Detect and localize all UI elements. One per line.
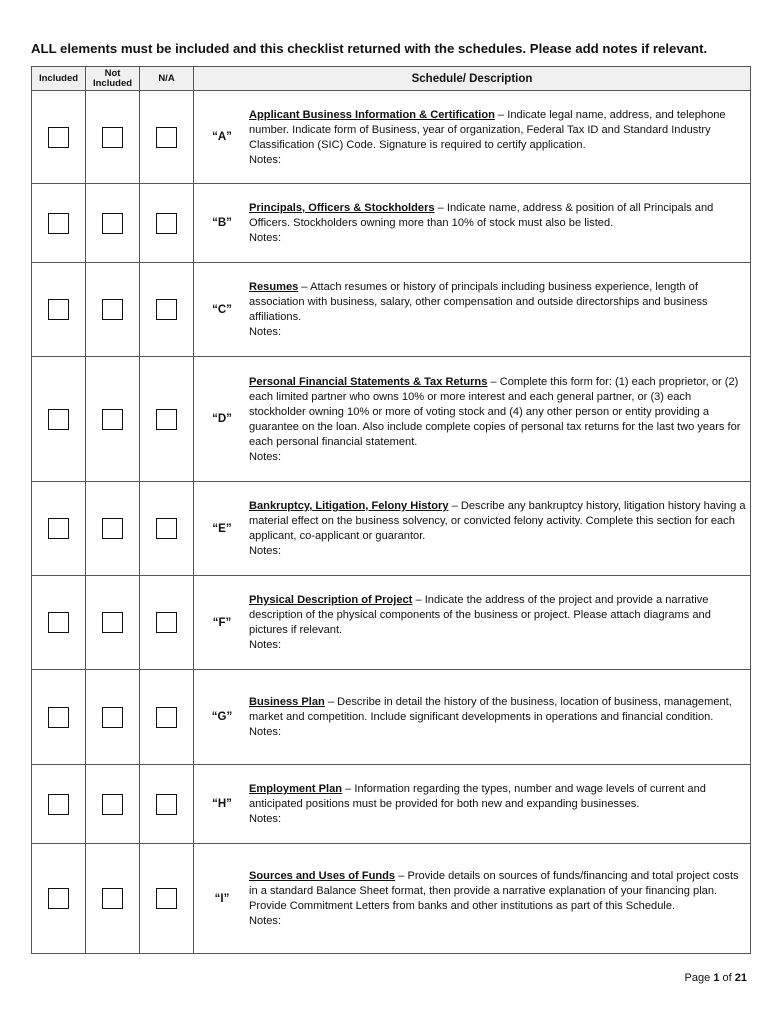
schedule-row [32, 357, 751, 482]
na-checkbox[interactable] [156, 518, 177, 539]
not-included-checkbox[interactable] [102, 127, 123, 148]
schedule-text [249, 368, 750, 471]
not-included-cell [86, 91, 140, 184]
included-checkbox[interactable] [48, 707, 69, 728]
current-page: 1 [713, 972, 720, 984]
notes-label: Notes: [249, 915, 282, 927]
schedule-text [249, 775, 750, 833]
na-cell [140, 482, 194, 576]
page-title: ALL elements must be included and this checklist returned with the schedules. Please add notes if relevant. [31, 41, 708, 56]
included-cell [32, 263, 86, 357]
column-header-not-included: Not Included [86, 67, 140, 91]
schedule-description-cell [194, 263, 751, 357]
na-checkbox[interactable] [156, 612, 177, 633]
not-included-checkbox[interactable] [102, 518, 123, 539]
schedule-name: Sources and Uses of Funds [249, 870, 396, 882]
schedule-checklist-table [31, 66, 751, 954]
page-number [685, 972, 747, 984]
not-included-cell [86, 844, 140, 954]
schedule-description: – Provide details on sources of funds/financing and total project costs in a standard Balance Sheet format, then provide a narrative explanation of your financing plan. Provide Commitment Letters from banks and other institutions as part of this Schedule. [249, 870, 739, 912]
schedule-text [249, 101, 750, 174]
na-cell [140, 184, 194, 263]
included-cell [32, 765, 86, 844]
schedule-letter: “D” [212, 413, 232, 425]
schedule-description: – Describe in detail the history of the business, location of business, management, market and competition. Include significant developments in operations and financial condition. [249, 696, 732, 723]
not-included-checkbox[interactable] [102, 707, 123, 728]
na-cell [140, 765, 194, 844]
notes-label: Notes: [249, 153, 282, 166]
schedule-letter: “A” [212, 131, 232, 143]
schedule-row [32, 576, 751, 670]
schedule-description-cell [194, 844, 751, 954]
schedule-name: Resumes [249, 281, 299, 293]
schedule-text [249, 586, 750, 659]
schedule-description: – Describe any bankruptcy history, litigation history having a material effect on the business solvency, or convicted felony activity. Complete this section for each applicant, co-applicant or guarantor. [249, 500, 746, 542]
schedule-description-cell [194, 765, 751, 844]
column-header-schedule-description: Schedule/ Description [194, 67, 751, 91]
schedule-description-cell [194, 357, 751, 482]
schedule-name: Business Plan [249, 696, 325, 708]
schedule-row [32, 844, 751, 954]
schedule-description: – Indicate legal name, address, and telephone number. Indicate form of Business, year of organization, Federal Tax ID and Standard Industry Classification (SIC) Code. Signature is required to certify application. [249, 108, 726, 151]
schedule-letter: “H” [212, 798, 232, 810]
na-cell [140, 576, 194, 670]
schedule-description-cell [194, 91, 751, 184]
checklist-body [32, 91, 751, 954]
schedule-text [249, 688, 750, 746]
not-included-checkbox[interactable] [102, 299, 123, 320]
not-included-cell [86, 765, 140, 844]
na-checkbox[interactable] [156, 299, 177, 320]
included-checkbox[interactable] [48, 518, 69, 539]
notes-label: Notes: [249, 545, 282, 557]
schedule-text [249, 862, 750, 935]
schedule-description-cell [194, 184, 751, 263]
schedule-description: – Indicate name, address & position of all Principals and Officers. Stockholders owning more than 10% of stock must also be listed. [249, 202, 714, 229]
included-checkbox[interactable] [48, 127, 69, 148]
not-included-cell [86, 576, 140, 670]
included-cell [32, 184, 86, 263]
column-header-included: Included [32, 67, 86, 91]
page-label: Page [684, 972, 711, 984]
not-included-cell [86, 263, 140, 357]
not-included-checkbox[interactable] [102, 794, 123, 815]
schedule-row [32, 263, 751, 357]
notes-label: Notes: [249, 813, 282, 825]
schedule-description: – Indicate the address of the project and provide a narrative description of the physical components of the business or project. Please attach diagrams and pictures if relevant. [249, 594, 711, 636]
na-checkbox[interactable] [156, 888, 177, 909]
notes-label: Notes: [249, 639, 282, 651]
schedule-name: Employment Plan [249, 783, 343, 795]
column-header-na: N/A [140, 67, 194, 91]
not-included-checkbox[interactable] [102, 213, 123, 234]
na-checkbox[interactable] [156, 213, 177, 234]
schedule-letter: “B” [212, 217, 232, 229]
schedule-row [32, 670, 751, 765]
notes-label: Notes: [249, 726, 282, 738]
schedule-text [249, 492, 750, 565]
included-checkbox[interactable] [48, 612, 69, 633]
na-checkbox[interactable] [156, 707, 177, 728]
not-included-checkbox[interactable] [102, 409, 123, 430]
schedule-letter: “F” [212, 616, 232, 629]
included-cell [32, 670, 86, 765]
included-checkbox[interactable] [48, 794, 69, 815]
not-included-cell [86, 357, 140, 482]
included-cell [32, 482, 86, 576]
schedule-letter: “C” [212, 303, 232, 316]
schedule-description: – Attach resumes or history of principals including business experience, length of association with business, salary, other compensation and outside directorships and business affiliations. [249, 281, 708, 323]
schedule-text [249, 194, 750, 252]
of-label: of [722, 972, 732, 984]
schedule-description-cell [194, 670, 751, 765]
included-cell [32, 844, 86, 954]
schedule-row [32, 91, 751, 184]
included-checkbox[interactable] [48, 299, 69, 320]
not-included-checkbox[interactable] [102, 888, 123, 909]
schedule-description-cell [194, 576, 751, 670]
not-included-cell [86, 482, 140, 576]
included-cell [32, 357, 86, 482]
na-checkbox[interactable] [156, 127, 177, 148]
schedule-name: Principals, Officers & Stockholders [249, 202, 435, 214]
schedule-name: Bankruptcy, Litigation, Felony History [249, 500, 449, 512]
included-checkbox[interactable] [48, 888, 69, 909]
schedule-description-cell [194, 482, 751, 576]
not-included-checkbox[interactable] [102, 612, 123, 633]
schedule-name: Personal Financial Statements & Tax Returns [249, 375, 488, 388]
schedule-row [32, 482, 751, 576]
schedule-letter: “E” [212, 522, 232, 535]
schedule-row [32, 184, 751, 263]
included-cell [32, 576, 86, 670]
schedule-text [249, 273, 750, 346]
schedule-row [32, 765, 751, 844]
schedule-letter: “I” [214, 892, 230, 905]
schedule-description: – Complete this form for: (1) each proprietor, or (2) each limited partner who owns 10% or more interest and each general partner, or (3) each stockholder owning 10% or more of voting stock and (4) any other person or entity providing a guarantee on the loan. Also include complete copies of personal tax returns for the last two years for each personal financial statement. [249, 375, 741, 448]
na-cell [140, 670, 194, 765]
na-cell [140, 91, 194, 184]
included-checkbox[interactable] [48, 409, 69, 430]
schedule-letter: “G” [211, 711, 233, 723]
na-cell [140, 357, 194, 482]
included-cell [32, 91, 86, 184]
notes-label: Notes: [249, 450, 282, 463]
not-included-cell [86, 670, 140, 765]
schedule-name: Applicant Business Information & Certification [249, 108, 495, 121]
na-cell [140, 263, 194, 357]
not-included-cell [86, 184, 140, 263]
schedule-name: Physical Description of Project [249, 594, 413, 606]
notes-label: Notes: [249, 232, 282, 244]
included-checkbox[interactable] [48, 213, 69, 234]
schedule-description: – Information regarding the types, number and wage levels of current and anticipated positions must be provided for both new and expanding businesses. [249, 783, 706, 810]
total-pages: 21 [734, 972, 747, 984]
na-checkbox[interactable] [156, 794, 177, 815]
na-cell [140, 844, 194, 954]
notes-label: Notes: [249, 326, 282, 338]
table-header-row [32, 67, 751, 91]
na-checkbox[interactable] [156, 409, 177, 430]
